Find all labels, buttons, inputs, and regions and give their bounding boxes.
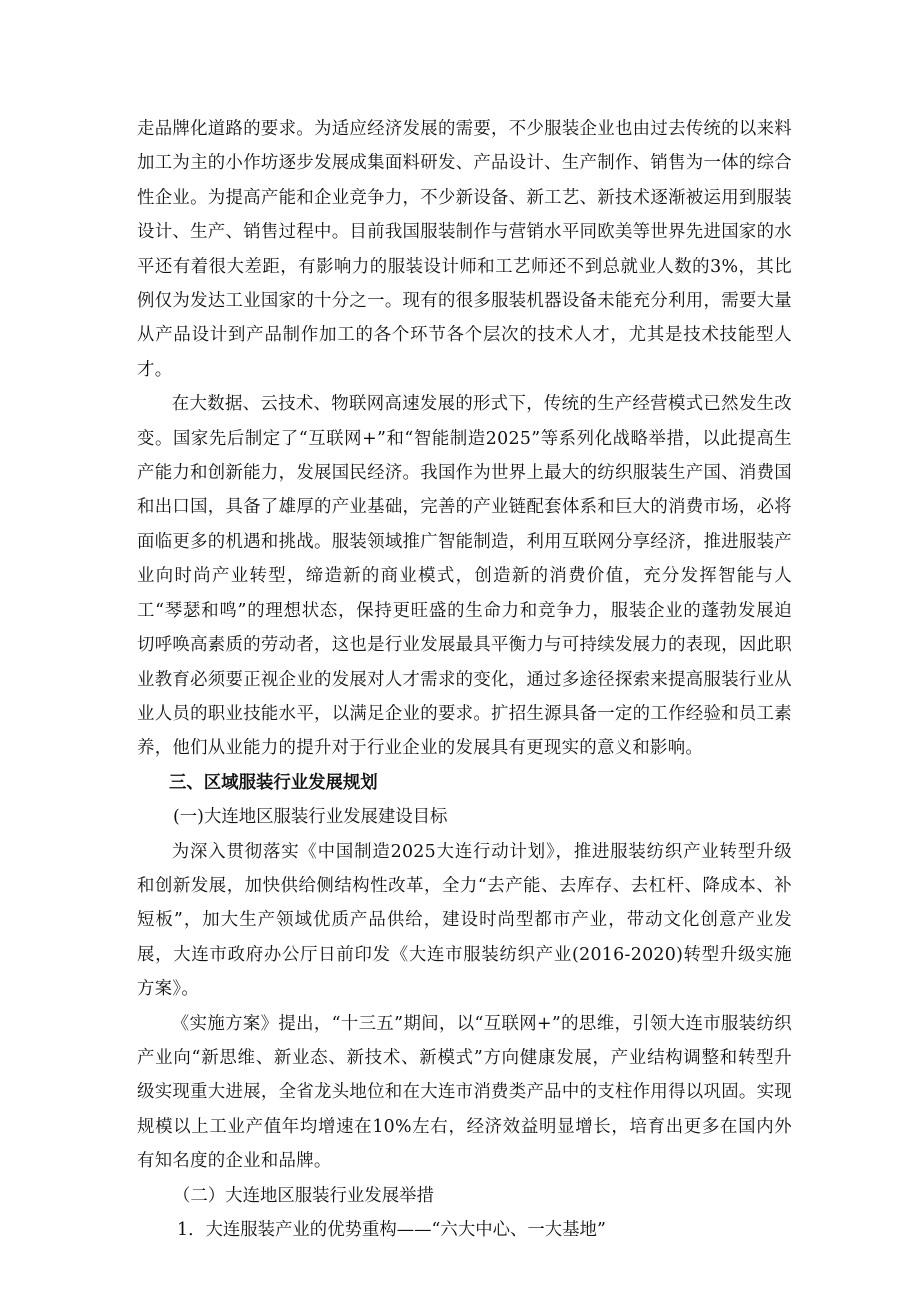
subsection-heading-goals: (一)大连地区服装行业发展建设目标: [173, 807, 448, 828]
paragraph-implementation-plan: 《实施方案》提出，“十三五”期间，以“互联网+”的思维，引领大连市服装纺织产业向“新思维、新业态、新技术、新模式”方向健康发展，产业结构调整和转型升级实现重大进展，全省龙头地位和在大连市消费类产品中的支柱作用得以巩固。实现规模以上工业产值年均增速在10%左右，经济效益明显增长，培育出更多在国内外有知名度的企业和品牌。: [137, 1013, 792, 1172]
paragraph-digital-transformation: 在大数据、云技术、物联网高速发展的形式下，传统的生产经营模式已然发生改变。国家先后制定了“互联网+”和“智能制造2025”等系列化战略举措，以此提高生产能力和创新能力，发展国民经济。我国作为世界上最大的纺织服装生产国、消费国和出口国，具备了雄厚的产业基础，完善的产业链配套体系和巨大的消费市场，必将面临更多的机遇和挑战。服装领域推广智能制造，利用互联网分享经济，推进服装产业向时尚产业转型，缔造新的商业模式，创造新的消费价值，充分发挥智能与人工“琴瑟和鸣”的理想状态，保持更旺盛的生命力和竞争力，服装企业的蓬勃发展迫切呼唤高素质的劳动者，这也是行业发展最具平衡力与可持续发展力的表现，因此职业教育必须要正视企业的发展对人才需求的变化，通过多途径探索来提高服装行业从业人员的职业技能水平，以满足企业的要求。扩招生源具备一定的工作经验和员工素养，他们从业能力的提升对于行业企业的发展具有更现实的意义和影响。: [137, 394, 792, 759]
document-body: [137, 112, 792, 1247]
subsection-heading-measures: （二）大连地区服装行业发展举措: [173, 1185, 434, 1206]
paragraph-industry-status: 走品牌化道路的要求。为适应经济发展的需要，不少服装企业也由过去传统的以来料加工为主的小作坊逐步发展成集面料研发、产品设计、生产制作、销售为一体的综合性企业。为提高产能和企业竞争力，不少新设备、新工艺、新技术逐渐被运用到服装设计、生产、销售过程中。目前我国服装制作与营销水平同欧美等世界先进国家的水平还有着很大差距，有影响力的服装设计师和工艺师还不到总就业人数的3%，其比例仅为发达工业国家的十分之一。现有的很多服装机器设备未能充分利用，需要大量从产品设计到产品制作加工的各个环节各个层次的技术人才，尤其是技术技能型人才。: [137, 119, 792, 380]
section-heading-regional-planning: 三、区域服装行业发展规划: [169, 772, 378, 793]
list-item-advantage-restructure: 1．大连服装产业的优势重构——“六大中心、一大基地”: [177, 1220, 606, 1240]
paragraph-action-plan: 为深入贯彻落实《中国制造2025大连行动计划》，推进服装纺织产业转型升级和创新发展，加快供给侧结构性改革，全力“去产能、去库存、去杠杆、降成本、补短板”，加大生产领域优质产品供给，建设时尚型都市产业，带动文化创意产业发展，大连市政府办公厅日前印发《大连市服装纺织产业(2016-2020)转型升级实施方案》。: [137, 841, 792, 1000]
